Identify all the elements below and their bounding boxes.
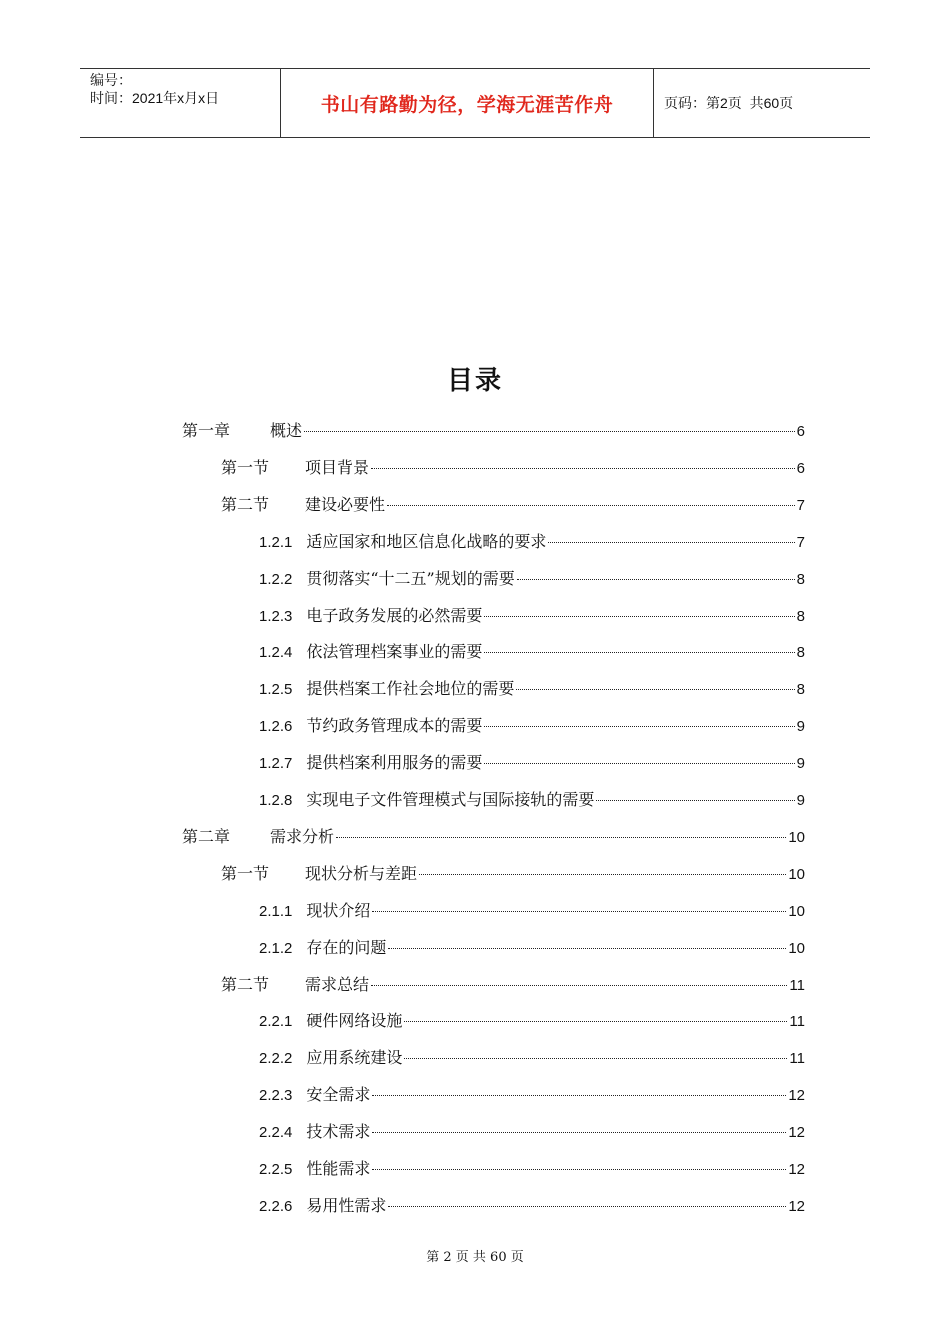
dot-leader bbox=[404, 1058, 787, 1059]
toc-entry[interactable] bbox=[259, 715, 805, 737]
toc-entry[interactable] bbox=[259, 789, 805, 811]
header-motto: 书山有路勤为径，学海无涯苦作舟 bbox=[280, 69, 654, 137]
toc-entry[interactable] bbox=[259, 641, 805, 663]
toc-entry-number: 1.2.2 bbox=[259, 570, 293, 588]
dot-leader bbox=[372, 1169, 786, 1170]
toc-entry-page: 6 bbox=[796, 459, 805, 477]
toc-entry-number: 1.2.7 bbox=[259, 755, 293, 773]
toc-entry-title: 提供档案利用服务的需要 bbox=[306, 753, 483, 773]
toc-entry-page: 11 bbox=[789, 976, 805, 994]
toc-title: 目录 bbox=[446, 366, 503, 396]
dot-leader bbox=[484, 763, 794, 764]
toc-entry-page: 10 bbox=[788, 828, 805, 846]
toc-entry-page: 10 bbox=[788, 865, 805, 883]
toc-entry-number: 1.2.6 bbox=[259, 718, 293, 736]
toc-entry-page: 8 bbox=[796, 607, 805, 625]
toc-entry-title: 性能需求 bbox=[306, 1159, 371, 1178]
dot-leader bbox=[304, 431, 795, 432]
dot-leader bbox=[484, 616, 794, 617]
footer-page-number: 第 2 页 共 60 页 bbox=[426, 1250, 524, 1265]
toc-entry-number: 第一节 bbox=[221, 457, 270, 477]
document-number-label: 编号： bbox=[90, 72, 132, 88]
toc-entry-page: 9 bbox=[796, 755, 805, 773]
toc-entry-page: 9 bbox=[796, 718, 805, 736]
toc-entry-title: 电子政务发展的必然需要 bbox=[306, 605, 483, 625]
toc-entry-number: 1.2.8 bbox=[259, 792, 293, 809]
toc-entry-page: 6 bbox=[796, 423, 805, 440]
toc-entry-page: 10 bbox=[788, 939, 805, 957]
toc-entry[interactable] bbox=[259, 1047, 805, 1069]
toc-entry-title: 贯彻落实“十二五”规划的需要 bbox=[306, 568, 515, 588]
dot-leader bbox=[336, 837, 786, 838]
dot-leader bbox=[484, 652, 794, 653]
dot-leader bbox=[371, 985, 787, 986]
toc-entry[interactable] bbox=[259, 1121, 805, 1143]
toc-entry[interactable] bbox=[259, 678, 805, 700]
toc-entry-number: 第二章 bbox=[182, 826, 231, 846]
dot-leader bbox=[372, 1132, 786, 1133]
toc-entry-page: 8 bbox=[796, 681, 805, 699]
toc-entry-number: 2.2.5 bbox=[259, 1161, 293, 1178]
toc-entry-title: 依法管理档案事业的需要 bbox=[306, 642, 483, 662]
document-date-label: 时间：2021年x月x日 bbox=[90, 90, 220, 106]
toc-entry-page: 9 bbox=[796, 792, 805, 809]
dot-leader bbox=[548, 542, 794, 543]
toc-entry[interactable] bbox=[221, 974, 805, 996]
toc-entry-number: 1.2.4 bbox=[259, 644, 293, 662]
header-page-label: 页码：第2页 共60页 bbox=[664, 95, 794, 111]
dot-leader bbox=[372, 1095, 786, 1096]
dot-leader bbox=[516, 689, 794, 690]
toc-entry-title: 适应国家和地区信息化战略的要求 bbox=[306, 531, 547, 551]
toc-entry[interactable] bbox=[221, 457, 805, 479]
toc-entry-number: 2.1.2 bbox=[259, 939, 293, 957]
header-meta bbox=[80, 69, 280, 137]
toc-entry-page: 7 bbox=[796, 496, 805, 514]
toc-entry-page: 10 bbox=[788, 902, 805, 920]
dot-leader bbox=[371, 468, 795, 469]
toc-entry-number: 2.2.1 bbox=[259, 1013, 293, 1031]
toc-entry-number: 1.2.3 bbox=[259, 607, 293, 625]
toc-entry-title: 存在的问题 bbox=[306, 937, 387, 957]
toc-entry[interactable] bbox=[182, 420, 805, 442]
toc-entry-number: 2.2.4 bbox=[259, 1124, 293, 1142]
dot-leader bbox=[387, 505, 795, 506]
toc-entry-number: 第一节 bbox=[221, 863, 270, 883]
toc-entry[interactable] bbox=[182, 826, 805, 848]
toc-entry-title: 节约政务管理成本的需要 bbox=[306, 716, 483, 736]
dot-leader bbox=[419, 874, 786, 875]
toc-entry-page: 12 bbox=[788, 1087, 805, 1105]
toc-entry[interactable] bbox=[259, 937, 805, 959]
toc-entry-page: 12 bbox=[788, 1124, 805, 1142]
toc-entry-page: 12 bbox=[788, 1161, 805, 1178]
toc-entry-number: 1.2.1 bbox=[259, 533, 293, 551]
toc-entry-title: 应用系统建设 bbox=[306, 1048, 403, 1068]
toc-entry-page: 11 bbox=[789, 1050, 805, 1068]
toc-entry-title: 易用性需求 bbox=[306, 1195, 387, 1215]
toc-entry[interactable] bbox=[221, 863, 805, 885]
toc-entry-title: 建设必要性 bbox=[305, 494, 386, 514]
toc-entry-title: 需求分析 bbox=[270, 826, 335, 846]
toc-entry[interactable] bbox=[259, 1195, 805, 1217]
header-page-info bbox=[654, 69, 870, 137]
dot-leader bbox=[517, 579, 795, 580]
toc-entry-page: 11 bbox=[789, 1013, 805, 1031]
toc-entry-number: 第二节 bbox=[221, 974, 270, 994]
toc-entry-title: 实现电子文件管理模式与国际接轨的需要 bbox=[306, 790, 595, 809]
toc-entry[interactable] bbox=[221, 494, 805, 516]
toc-entry-title: 概述 bbox=[270, 421, 303, 440]
dot-leader bbox=[404, 1021, 787, 1022]
toc-entry-title: 提供档案工作社会地位的需要 bbox=[306, 679, 515, 699]
toc-entry-title: 现状介绍 bbox=[306, 900, 371, 920]
toc-entry-number: 2.2.2 bbox=[259, 1050, 293, 1068]
page-header bbox=[80, 68, 870, 138]
toc-entry[interactable] bbox=[259, 531, 805, 553]
toc-entry-number: 1.2.5 bbox=[259, 681, 293, 699]
toc-entry[interactable] bbox=[259, 900, 805, 922]
toc-entry-page: 8 bbox=[796, 644, 805, 662]
toc-entry-title: 安全需求 bbox=[306, 1085, 371, 1105]
toc-entry-title: 硬件网络设施 bbox=[306, 1011, 403, 1031]
toc-entry-number: 2.2.3 bbox=[259, 1087, 293, 1105]
toc-entry-title: 现状分析与差距 bbox=[305, 863, 418, 883]
toc-entry-title: 项目背景 bbox=[305, 457, 370, 477]
toc-entry[interactable] bbox=[259, 1158, 805, 1180]
toc-entry-number: 2.2.6 bbox=[259, 1197, 293, 1215]
toc-entry-number: 第一章 bbox=[182, 421, 231, 440]
toc-entry-number: 2.1.1 bbox=[259, 902, 293, 920]
toc-entry-page: 8 bbox=[796, 570, 805, 588]
toc-entry[interactable] bbox=[259, 1084, 805, 1106]
dot-leader bbox=[372, 911, 786, 912]
toc-entry[interactable] bbox=[259, 752, 805, 774]
toc-entry[interactable] bbox=[259, 1010, 805, 1032]
toc-entry-number: 第二节 bbox=[221, 494, 270, 514]
toc-entry[interactable] bbox=[259, 605, 805, 627]
toc-entry-page: 12 bbox=[788, 1197, 805, 1215]
toc-entry-title: 需求总结 bbox=[305, 974, 370, 994]
toc-entry-page: 7 bbox=[796, 533, 805, 551]
dot-leader bbox=[596, 800, 794, 801]
dot-leader bbox=[484, 726, 794, 727]
toc-entry[interactable] bbox=[259, 568, 805, 590]
toc-entry-title: 技术需求 bbox=[306, 1122, 371, 1142]
dot-leader bbox=[388, 948, 786, 949]
dot-leader bbox=[388, 1206, 786, 1207]
page-footer bbox=[0, 1246, 950, 1265]
